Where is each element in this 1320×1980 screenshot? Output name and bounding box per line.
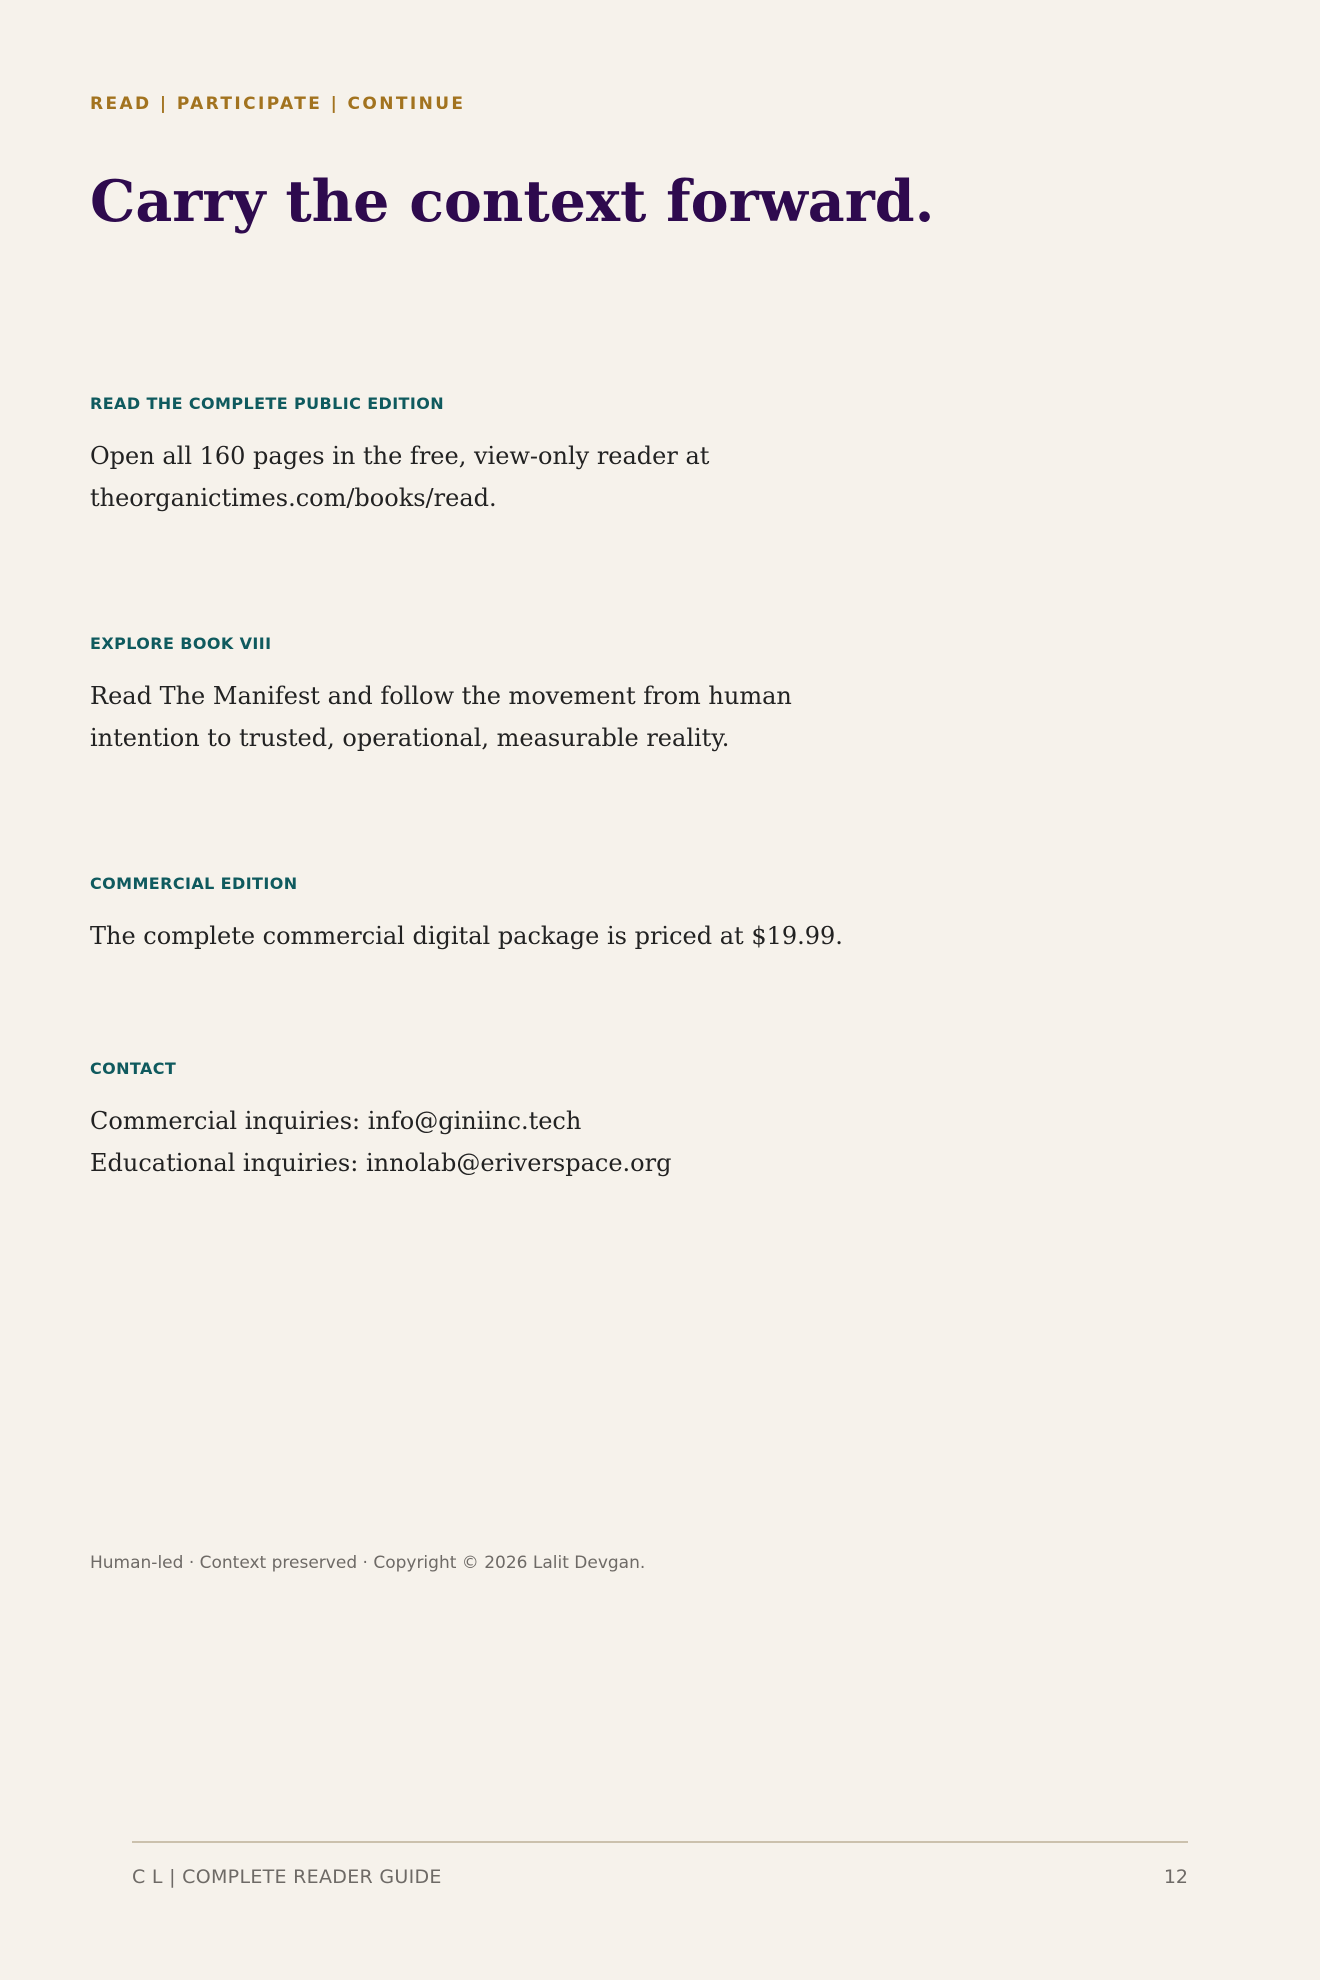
body-line: The complete commercial digital package is priced at $19.99.	[90, 922, 843, 950]
page-number: 12	[1163, 1866, 1188, 1888]
section-label: CONTACT	[90, 1059, 177, 1078]
section-body	[90, 915, 990, 957]
section-body	[90, 1100, 990, 1184]
section-body	[90, 435, 990, 519]
section-label: EXPLORE BOOK VIII	[90, 634, 272, 653]
section-label: COMMERCIAL EDITION	[90, 874, 298, 893]
section-commercial-edition	[90, 873, 990, 957]
section-label: READ THE COMPLETE PUBLIC EDITION	[90, 394, 445, 413]
section-body	[90, 675, 990, 759]
body-line: theorganictimes.com/books/read.	[90, 484, 497, 512]
body-line: intention to trusted, operational, measurable reality.	[90, 724, 730, 752]
footer-divider	[132, 1841, 1188, 1843]
footer-guide-title: C L | COMPLETE READER GUIDE	[132, 1866, 442, 1888]
contact-educational-line: Educational inquiries: innolab@eriverspace.org	[90, 1149, 672, 1177]
page-title: Carry the context forward.	[90, 168, 935, 235]
section-explore-book	[90, 633, 990, 759]
section-contact	[90, 1058, 990, 1184]
section-read-public-edition	[90, 393, 990, 519]
contact-commercial-line: Commercial inquiries: info@giniinc.tech	[90, 1107, 582, 1135]
copyright-note: Human-led · Context preserved · Copyright © 2026 Lalit Devgan.	[90, 1553, 646, 1573]
body-line: Open all 160 pages in the free, view-only reader at	[90, 442, 710, 470]
page-kicker: READ | PARTICIPATE | CONTINUE	[90, 94, 466, 114]
body-line: Read The Manifest and follow the movement from human	[90, 682, 792, 710]
